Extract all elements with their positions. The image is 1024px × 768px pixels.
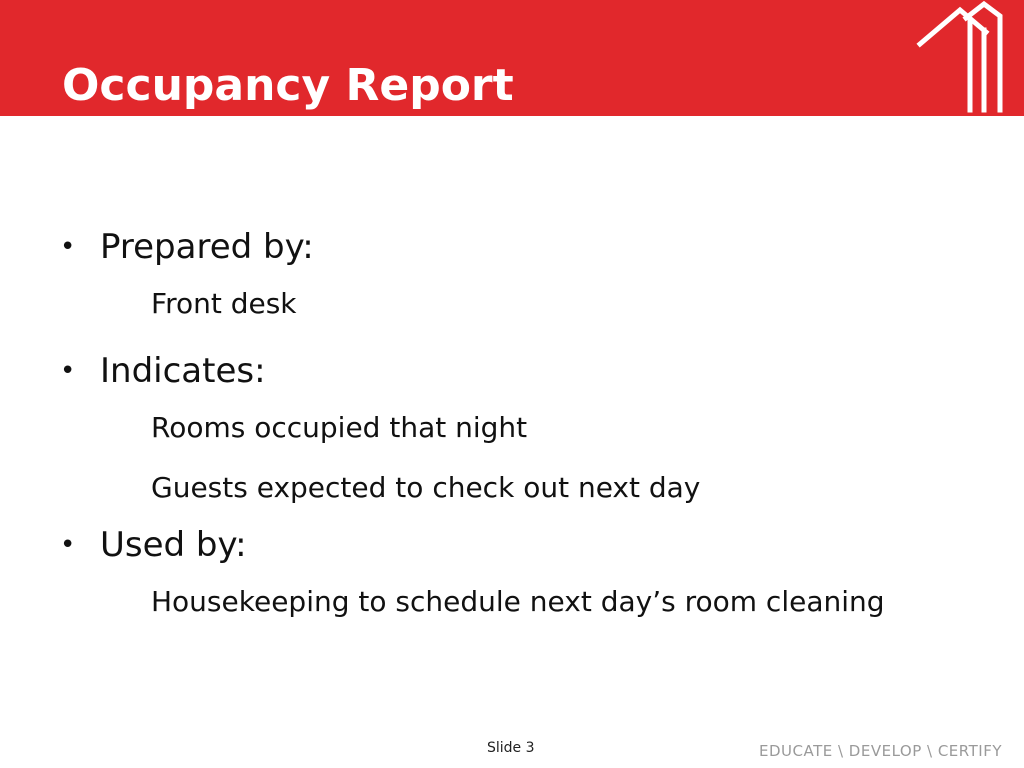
bullet-dot: • (60, 530, 76, 560)
bullet-list (60, 220, 990, 632)
sub-item: Rooms occupied that night (151, 411, 528, 444)
bullet-item (60, 518, 990, 572)
bullet-heading: Indicates: (100, 351, 266, 391)
sub-item: Front desk (151, 287, 297, 320)
bullet-heading: Prepared by: (100, 227, 314, 267)
bullet-item (60, 220, 990, 274)
bullet-dot: • (60, 356, 76, 386)
page-title: Occupancy Report (62, 60, 514, 111)
slide-number: Slide 3 (487, 740, 535, 756)
bullet-heading: Used by: (100, 525, 247, 565)
building-outline-icon (914, 0, 1010, 114)
sub-item: Guests expected to check out next day (151, 471, 701, 504)
footer-tagline: EDUCATE \ DEVELOP \ CERTIFY (759, 742, 1002, 760)
bullet-item (60, 344, 990, 398)
bullet-dot: • (60, 232, 76, 262)
sub-item: Housekeeping to schedule next day’s room cleaning (151, 585, 885, 618)
